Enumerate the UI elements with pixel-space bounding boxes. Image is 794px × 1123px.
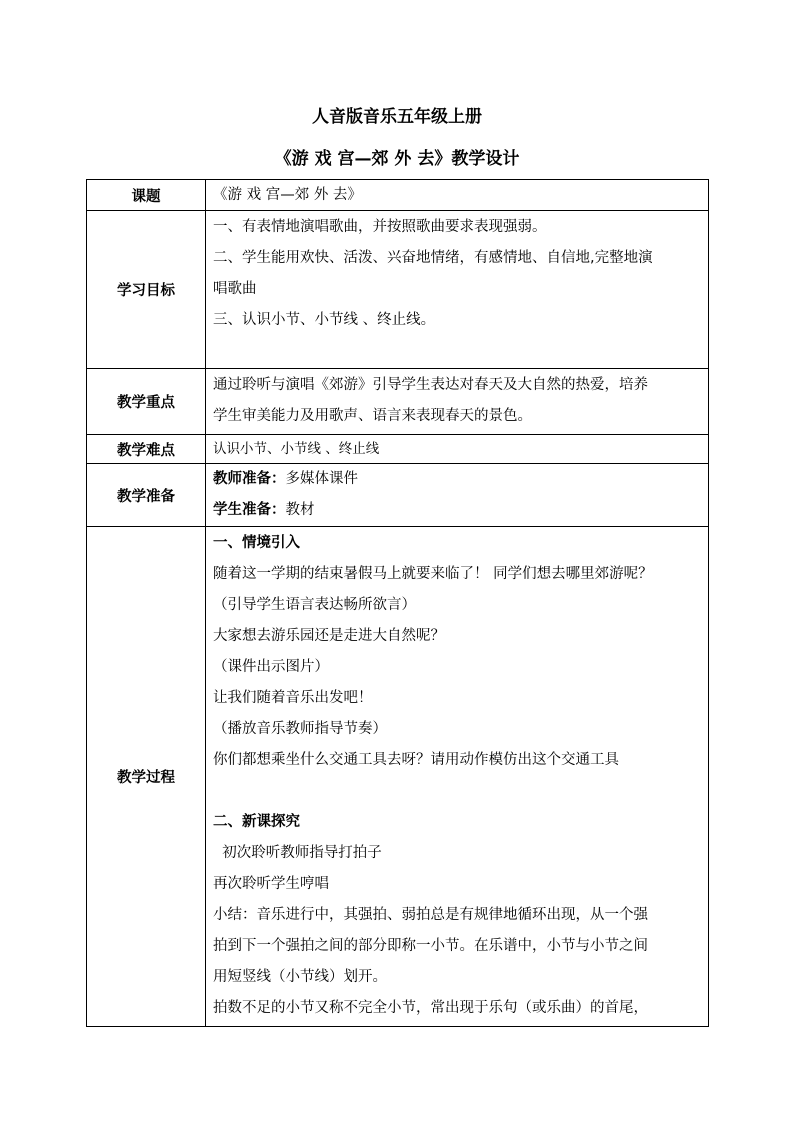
difficulties-value: 认识小节、小节线 、终止线 — [213, 441, 380, 457]
table-row-preparation — [87, 464, 709, 527]
table-row-difficulties — [87, 435, 709, 464]
blank-line — [213, 776, 702, 807]
student-preparation-value: 教材 — [285, 502, 315, 518]
process-label: 教学过程 — [87, 527, 206, 1027]
table-row-goals — [87, 211, 709, 369]
goals-cell — [206, 211, 709, 369]
key-points-label: 教学重点 — [87, 369, 206, 435]
teacher-preparation-value: 多媒体课件 — [285, 471, 358, 487]
process-line: （引导学生语言表达畅所欲言） — [213, 597, 416, 613]
process-line: 再次聆听学生哼唱 — [213, 876, 329, 892]
goal-line: 一、有表情地演唱歌曲，并按照歌曲要求表现强弱。 — [213, 219, 547, 235]
process-line: （课件出示图片） — [213, 659, 329, 675]
student-preparation-label: 学生准备： — [213, 502, 286, 518]
process-line: 初次聆听教师指导打拍子 — [213, 845, 382, 861]
process-line: （播放音乐教师指导节奏） — [213, 721, 387, 737]
goals-label: 学习目标 — [87, 211, 206, 369]
preparation-cell — [206, 464, 709, 527]
process-section1-heading: 一、情境引入 — [213, 535, 300, 551]
difficulties-cell — [206, 435, 709, 464]
goal-line: 三、认识小节、小节线 、终止线。 — [213, 312, 436, 328]
process-line: 大家想去游乐园还是走进大自然呢？ — [213, 628, 445, 644]
topic-cell — [206, 180, 709, 211]
process-line: 拍数不足的小节又称不完全小节，常出现于乐句（或乐曲）的首尾， — [213, 1000, 648, 1016]
teacher-preparation-label: 教师准备： — [213, 471, 286, 487]
goal-line: 二、学生能用欢快、活泼、兴奋地情绪，有感情地、自信地,完整地演 — [213, 250, 653, 266]
process-section2-heading: 二、新课探究 — [213, 814, 300, 830]
table-row-topic — [87, 180, 709, 211]
table-row-process — [87, 527, 709, 1027]
process-line: 小结：音乐进行中，其强拍、弱拍总是有规律地循环出现，从一个强 — [213, 907, 648, 923]
key-point-line: 学生审美能力及用歌声、语言来表现春天的景色。 — [213, 408, 532, 424]
document-title: 人音版音乐五年级上册 — [312, 107, 482, 127]
process-line: 让我们随着音乐出发吧！ — [213, 690, 373, 706]
process-line: 拍到下一个强拍之间的部分即称一小节。在乐谱中，小节与小节之间 — [213, 938, 648, 954]
process-line: 你们都想乘坐什么交通工具去呀？请用动作模仿出这个交通工具 — [213, 752, 619, 768]
difficulties-label: 教学难点 — [87, 435, 206, 464]
lesson-plan-table — [86, 179, 709, 1027]
student-preparation — [213, 495, 702, 526]
process-line: 随着这一学期的结束暑假马上就要来临了！ 同学们想去哪里郊游呢？ — [213, 566, 653, 582]
goal-line: 唱歌曲 — [213, 281, 257, 297]
preparation-label: 教学准备 — [87, 464, 206, 527]
document-subtitle: 《游 戏 宫—郊 外 去》教学设计 — [274, 149, 520, 169]
process-line: 用短竖线（小节线）划开。 — [213, 969, 387, 985]
topic-value: 《游 戏 宫—郊 外 去》 — [213, 187, 362, 203]
process-cell — [206, 527, 709, 1027]
teacher-preparation — [213, 464, 702, 495]
key-point-line: 通过聆听与演唱《郊游》引导学生表达对春天及大自然的热爱，培养 — [213, 377, 648, 393]
key-points-cell — [206, 369, 709, 435]
table-row-key-points — [87, 369, 709, 435]
topic-label: 课题 — [87, 180, 206, 211]
